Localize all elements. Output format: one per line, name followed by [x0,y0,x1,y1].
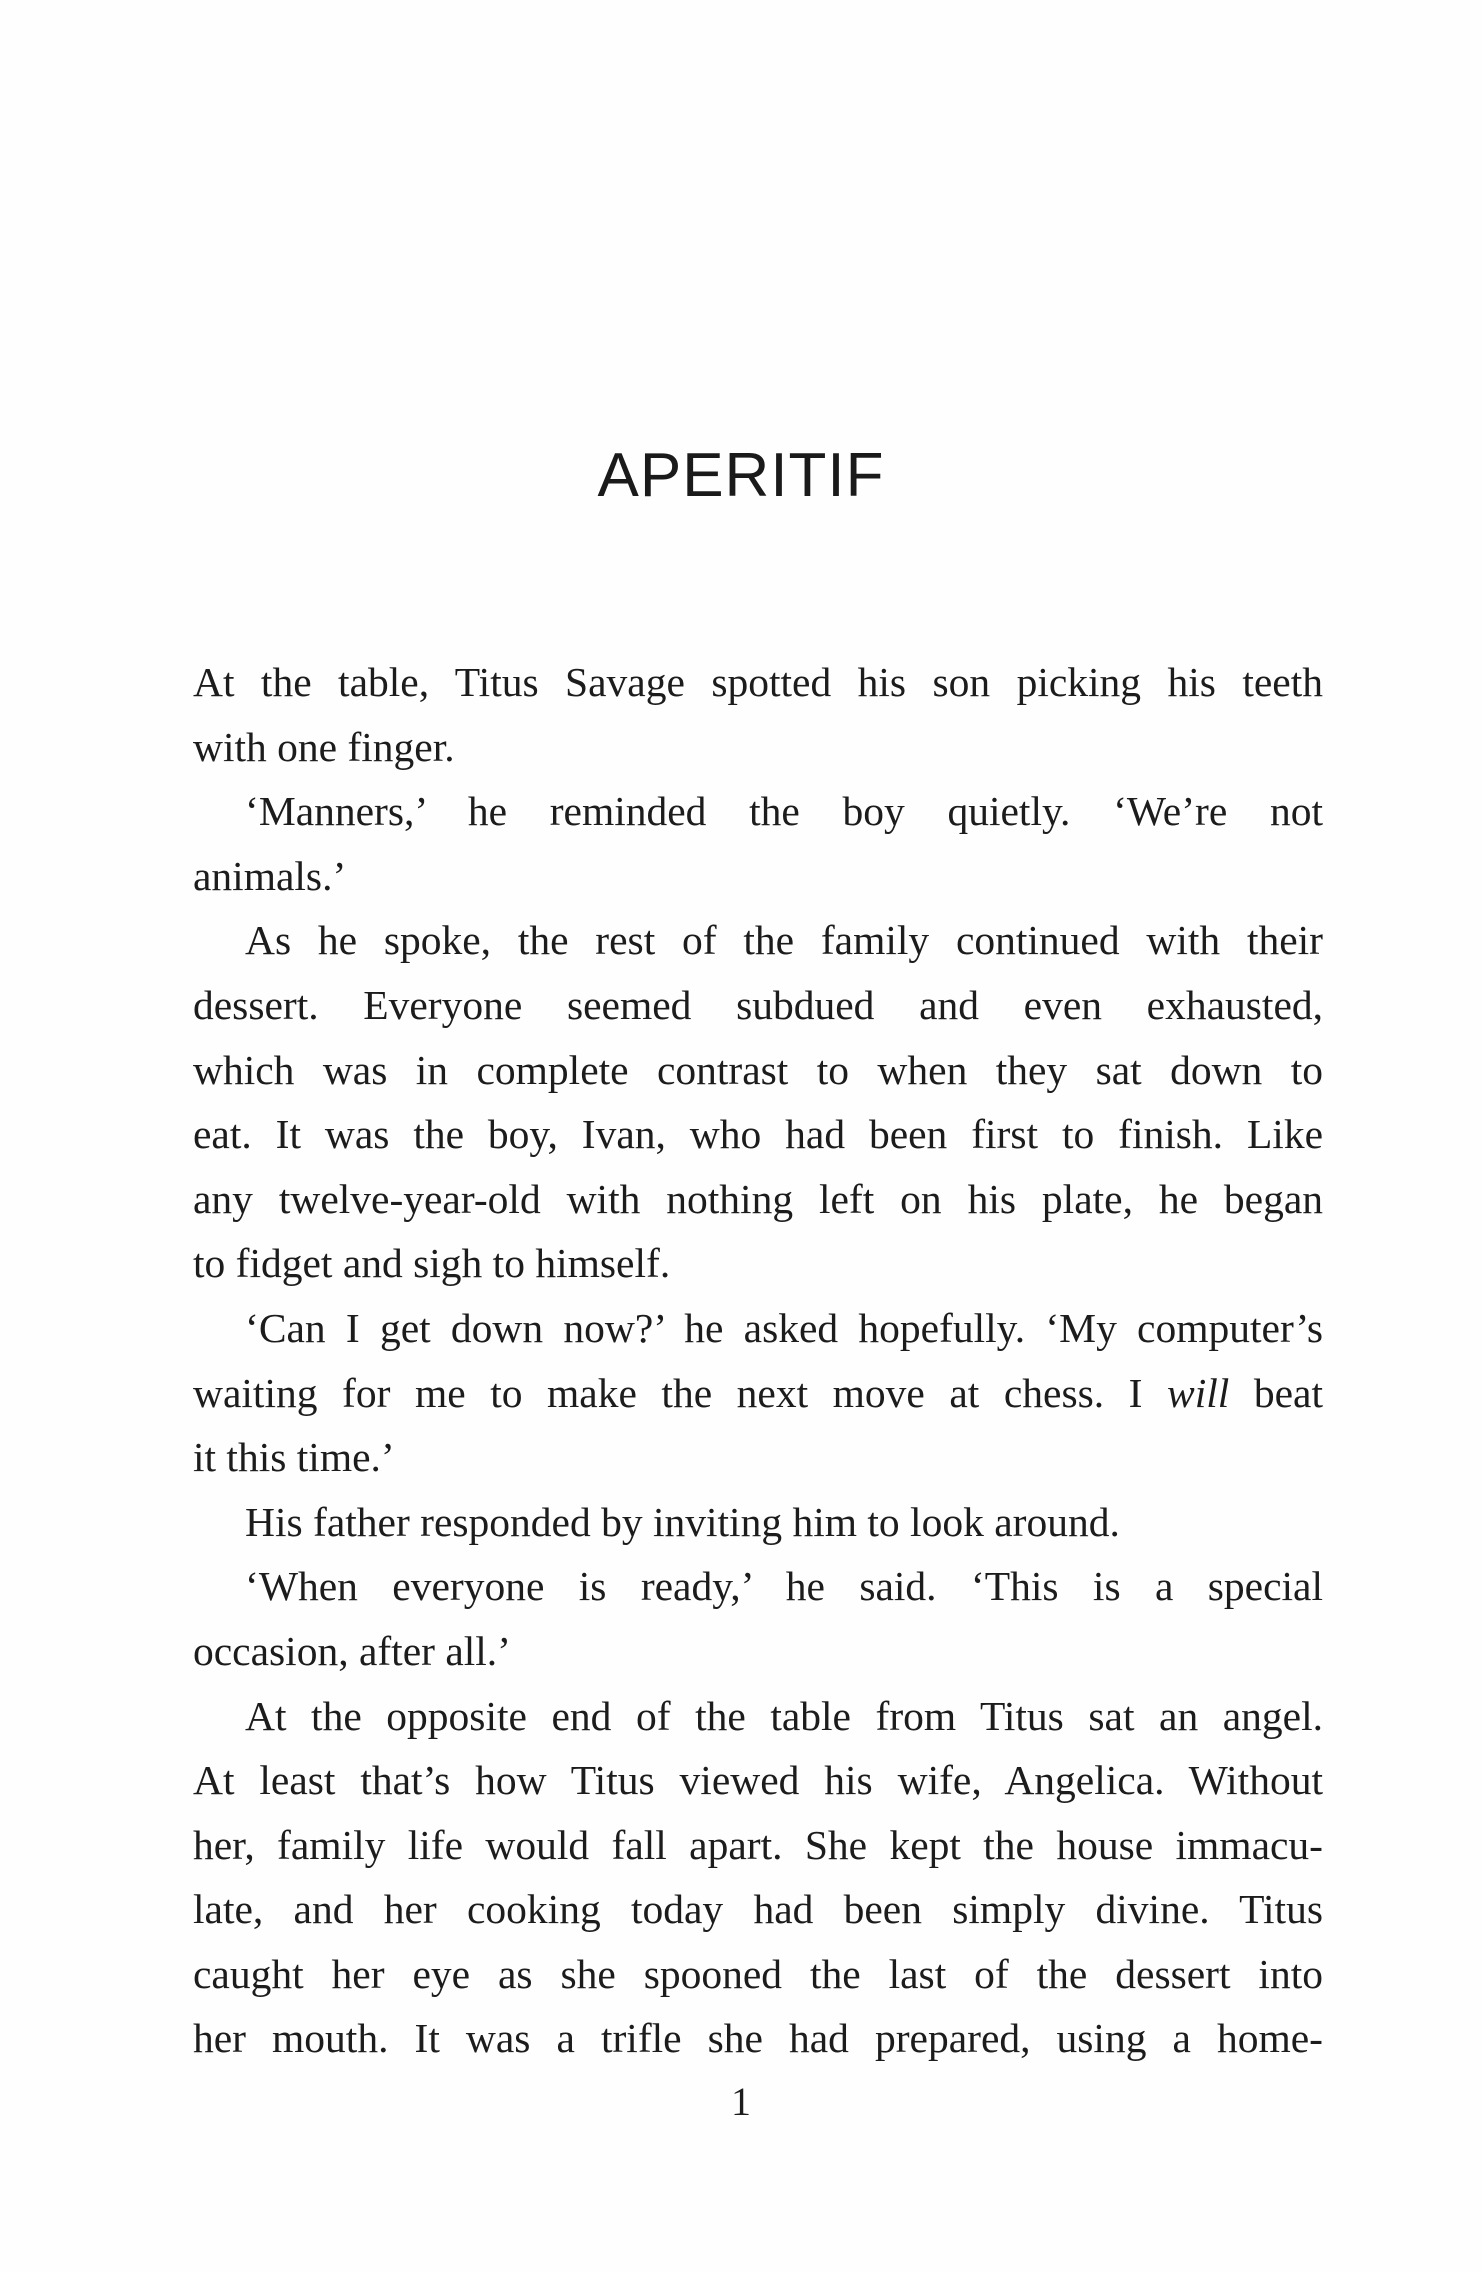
text-line: her mouth. It was a trifle she had prepared, using a home- [193,2015,1323,2062]
text-line: dessert. Everyone seemed subdued and even exhausted, [193,981,1323,1028]
text-line: her, family life would fall apart. She kept the house immacu- [193,1821,1323,1868]
text-line: At the opposite end of the table from Titus sat an angel. [245,1692,1323,1739]
text-line: ‘Can I get down now?’ he asked hopefully. ‘My computer’s [245,1304,1323,1351]
text-fragment: beat [1229,1369,1323,1416]
text-line: late, and her cooking today had been simply divine. Titus [193,1886,1323,1933]
text-line: At the table, Titus Savage spotted his son picking his teeth [193,659,1323,705]
text-line: which was in complete contrast to when they sat down to [193,1046,1323,1093]
paragraph [193,1296,1323,1490]
text-line: it this time.’ [193,1434,395,1481]
paragraph [193,779,1323,908]
paragraph [193,908,1323,1296]
text-line: ‘Manners,’ he reminded the boy quietly. ‘We’re not [245,788,1323,835]
text-line: caught her eye as she spooned the last of the dessert into [193,1950,1323,1997]
paragraph [193,1490,1323,1555]
paragraph [193,1684,1323,2072]
text-line: to fidget and sigh to himself. [193,1240,671,1287]
text-line: any twelve-year-old with nothing left on his plate, he began [193,1175,1323,1222]
text-line: As he spoke, the rest of the family continued with their [245,917,1323,964]
text-line: occasion, after all.’ [193,1627,511,1674]
text-line: ‘When everyone is ready,’ he said. ‘This is a special [245,1563,1323,1610]
text-line: animals.’ [193,852,347,899]
text-line: eat. It was the boy, Ivan, who had been first to finish. Like [193,1111,1323,1158]
paragraph [193,650,1323,779]
text-line: His father responded by inviting him to look around. [245,1498,1120,1545]
paragraph [193,1554,1323,1683]
text-line [193,1361,1323,1426]
text-fragment: waiting for me to make the next move at chess. I [193,1369,1168,1416]
page-number: 1 [731,2079,751,2124]
body-text [193,650,1323,2071]
text-line: At least that’s how Titus viewed his wife, Angelica. Without [193,1757,1323,1804]
chapter-title: APERITIF [597,441,885,510]
text-line: with one finger. [193,723,455,770]
emphasis-word: will [1167,1369,1230,1416]
